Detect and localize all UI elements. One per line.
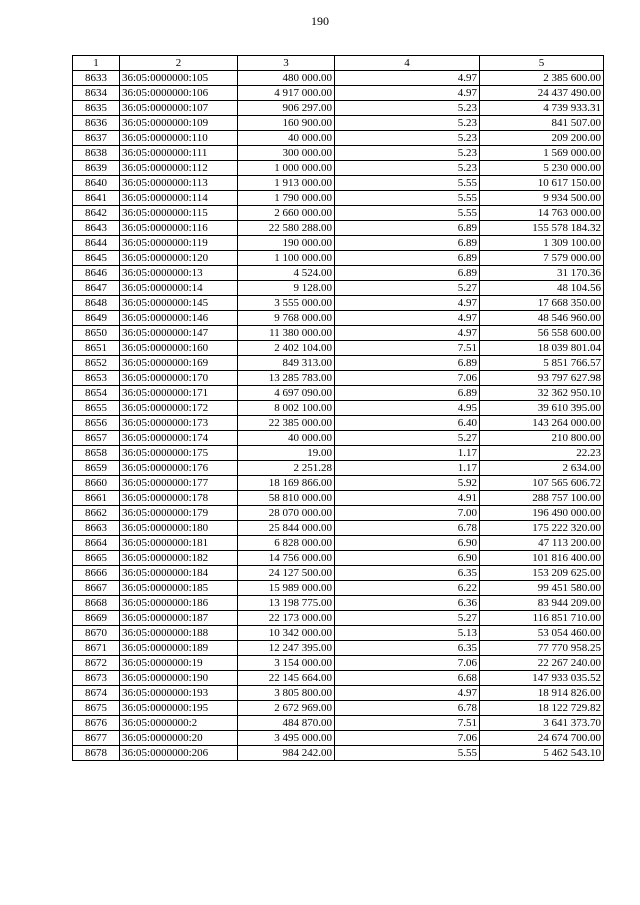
row-number-cell: 8652 <box>73 356 120 371</box>
amount-cell: 1 569 000.00 <box>480 146 604 161</box>
amount-cell: 31 170.36 <box>480 266 604 281</box>
cadastral-number-cell: 36:05:0000000:178 <box>120 491 238 506</box>
cadastral-number-cell: 36:05:0000000:176 <box>120 461 238 476</box>
rate-cell: 6.89 <box>335 356 480 371</box>
row-number-cell: 8663 <box>73 521 120 536</box>
table-row <box>73 146 604 161</box>
cadastral-number-cell: 36:05:0000000:105 <box>120 71 238 86</box>
cadastral-value-cell: 40 000.00 <box>238 431 335 446</box>
table-body <box>73 71 604 761</box>
cadastral-number-cell: 36:05:0000000:174 <box>120 431 238 446</box>
cadastral-value-cell: 9 128.00 <box>238 281 335 296</box>
amount-cell: 210 800.00 <box>480 431 604 446</box>
amount-cell: 2 385 600.00 <box>480 71 604 86</box>
amount-cell: 3 641 373.70 <box>480 716 604 731</box>
cadastral-value-cell: 3 495 000.00 <box>238 731 335 746</box>
cadastral-number-cell: 36:05:0000000:14 <box>120 281 238 296</box>
row-number-cell: 8655 <box>73 401 120 416</box>
cadastral-number-cell: 36:05:0000000:145 <box>120 296 238 311</box>
cadastral-value-cell: 58 810 000.00 <box>238 491 335 506</box>
cadastral-number-cell: 36:05:0000000:120 <box>120 251 238 266</box>
cadastral-value-cell: 2 660 000.00 <box>238 206 335 221</box>
row-number-cell: 8668 <box>73 596 120 611</box>
amount-cell: 9 934 500.00 <box>480 191 604 206</box>
cadastral-number-cell: 36:05:0000000:111 <box>120 146 238 161</box>
row-number-cell: 8657 <box>73 431 120 446</box>
rate-cell: 6.90 <box>335 551 480 566</box>
rate-cell: 5.23 <box>335 116 480 131</box>
header-row <box>73 56 604 71</box>
row-number-cell: 8641 <box>73 191 120 206</box>
row-number-cell: 8654 <box>73 386 120 401</box>
cadastral-number-cell: 36:05:0000000:195 <box>120 701 238 716</box>
cadastral-number-cell: 36:05:0000000:185 <box>120 581 238 596</box>
table-row <box>73 116 604 131</box>
table-row <box>73 701 604 716</box>
cadastral-value-table <box>72 55 604 761</box>
cadastral-value-cell: 6 828 000.00 <box>238 536 335 551</box>
table-header <box>73 56 604 71</box>
rate-cell: 5.55 <box>335 206 480 221</box>
amount-cell: 47 113 200.00 <box>480 536 604 551</box>
amount-cell: 18 039 801.04 <box>480 341 604 356</box>
cadastral-number-cell: 36:05:0000000:186 <box>120 596 238 611</box>
cadastral-number-cell: 36:05:0000000:110 <box>120 131 238 146</box>
amount-cell: 99 451 580.00 <box>480 581 604 596</box>
rate-cell: 7.51 <box>335 716 480 731</box>
table-row <box>73 206 604 221</box>
cadastral-number-cell: 36:05:0000000:113 <box>120 176 238 191</box>
row-number-cell: 8676 <box>73 716 120 731</box>
cadastral-value-cell: 2 402 104.00 <box>238 341 335 356</box>
rate-cell: 6.35 <box>335 641 480 656</box>
amount-cell: 107 565 606.72 <box>480 476 604 491</box>
rate-cell: 5.23 <box>335 101 480 116</box>
row-number-cell: 8672 <box>73 656 120 671</box>
row-number-cell: 8659 <box>73 461 120 476</box>
table-row <box>73 296 604 311</box>
cadastral-value-cell: 22 385 000.00 <box>238 416 335 431</box>
amount-cell: 22 267 240.00 <box>480 656 604 671</box>
table-row <box>73 341 604 356</box>
row-number-cell: 8642 <box>73 206 120 221</box>
amount-cell: 5 851 766.57 <box>480 356 604 371</box>
table-row <box>73 131 604 146</box>
cadastral-value-cell: 2 251.28 <box>238 461 335 476</box>
amount-cell: 17 668 350.00 <box>480 296 604 311</box>
rate-cell: 5.55 <box>335 176 480 191</box>
cadastral-number-cell: 36:05:0000000:177 <box>120 476 238 491</box>
amount-cell: 5 230 000.00 <box>480 161 604 176</box>
rate-cell: 5.55 <box>335 191 480 206</box>
table-row <box>73 476 604 491</box>
cadastral-number-cell: 36:05:0000000:112 <box>120 161 238 176</box>
cadastral-number-cell: 36:05:0000000:19 <box>120 656 238 671</box>
table-row <box>73 101 604 116</box>
cadastral-number-cell: 36:05:0000000:182 <box>120 551 238 566</box>
cadastral-number-cell: 36:05:0000000:172 <box>120 401 238 416</box>
cadastral-number-cell: 36:05:0000000:115 <box>120 206 238 221</box>
table-row <box>73 356 604 371</box>
row-number-cell: 8650 <box>73 326 120 341</box>
header-col-5: 5 <box>480 56 604 71</box>
cadastral-value-cell: 1 913 000.00 <box>238 176 335 191</box>
cadastral-value-cell: 4 917 000.00 <box>238 86 335 101</box>
cadastral-number-cell: 36:05:0000000:2 <box>120 716 238 731</box>
cadastral-value-cell: 160 900.00 <box>238 116 335 131</box>
cadastral-value-cell: 906 297.00 <box>238 101 335 116</box>
amount-cell: 4 739 933.31 <box>480 101 604 116</box>
table-row <box>73 266 604 281</box>
table-row <box>73 371 604 386</box>
row-number-cell: 8640 <box>73 176 120 191</box>
table-row <box>73 416 604 431</box>
cadastral-value-cell: 22 173 000.00 <box>238 611 335 626</box>
amount-cell: 841 507.00 <box>480 116 604 131</box>
cadastral-value-cell: 19.00 <box>238 446 335 461</box>
table-row <box>73 461 604 476</box>
cadastral-number-cell: 36:05:0000000:175 <box>120 446 238 461</box>
table-row <box>73 86 604 101</box>
rate-cell: 6.35 <box>335 566 480 581</box>
rate-cell: 6.68 <box>335 671 480 686</box>
cadastral-number-cell: 36:05:0000000:13 <box>120 266 238 281</box>
row-number-cell: 8651 <box>73 341 120 356</box>
rate-cell: 5.55 <box>335 746 480 761</box>
row-number-cell: 8637 <box>73 131 120 146</box>
rate-cell: 5.27 <box>335 431 480 446</box>
amount-cell: 101 816 400.00 <box>480 551 604 566</box>
table-row <box>73 581 604 596</box>
cadastral-value-cell: 3 805 800.00 <box>238 686 335 701</box>
row-number-cell: 8643 <box>73 221 120 236</box>
rate-cell: 4.97 <box>335 686 480 701</box>
amount-cell: 18 914 826.00 <box>480 686 604 701</box>
cadastral-value-cell: 40 000.00 <box>238 131 335 146</box>
table-row <box>73 731 604 746</box>
rate-cell: 5.27 <box>335 281 480 296</box>
header-col-2: 2 <box>120 56 238 71</box>
amount-cell: 56 558 600.00 <box>480 326 604 341</box>
cadastral-value-cell: 190 000.00 <box>238 236 335 251</box>
cadastral-number-cell: 36:05:0000000:119 <box>120 236 238 251</box>
cadastral-number-cell: 36:05:0000000:193 <box>120 686 238 701</box>
table-row <box>73 401 604 416</box>
row-number-cell: 8638 <box>73 146 120 161</box>
row-number-cell: 8634 <box>73 86 120 101</box>
cadastral-value-cell: 984 242.00 <box>238 746 335 761</box>
table-row <box>73 506 604 521</box>
table-row <box>73 176 604 191</box>
rate-cell: 6.89 <box>335 386 480 401</box>
row-number-cell: 8648 <box>73 296 120 311</box>
row-number-cell: 8636 <box>73 116 120 131</box>
rate-cell: 7.51 <box>335 341 480 356</box>
cadastral-value-cell: 13 198 775.00 <box>238 596 335 611</box>
amount-cell: 153 209 625.00 <box>480 566 604 581</box>
cadastral-value-cell: 4 697 090.00 <box>238 386 335 401</box>
amount-cell: 39 610 395.00 <box>480 401 604 416</box>
table-row <box>73 191 604 206</box>
cadastral-number-cell: 36:05:0000000:206 <box>120 746 238 761</box>
rate-cell: 7.06 <box>335 731 480 746</box>
rate-cell: 7.06 <box>335 371 480 386</box>
amount-cell: 209 200.00 <box>480 131 604 146</box>
cadastral-value-cell: 10 342 000.00 <box>238 626 335 641</box>
cadastral-number-cell: 36:05:0000000:116 <box>120 221 238 236</box>
rate-cell: 6.78 <box>335 701 480 716</box>
cadastral-number-cell: 36:05:0000000:114 <box>120 191 238 206</box>
rate-cell: 6.89 <box>335 266 480 281</box>
row-number-cell: 8669 <box>73 611 120 626</box>
rate-cell: 4.97 <box>335 311 480 326</box>
cadastral-number-cell: 36:05:0000000:147 <box>120 326 238 341</box>
cadastral-number-cell: 36:05:0000000:179 <box>120 506 238 521</box>
row-number-cell: 8647 <box>73 281 120 296</box>
cadastral-value-cell: 11 380 000.00 <box>238 326 335 341</box>
cadastral-number-cell: 36:05:0000000:173 <box>120 416 238 431</box>
cadastral-value-cell: 14 756 000.00 <box>238 551 335 566</box>
cadastral-number-cell: 36:05:0000000:169 <box>120 356 238 371</box>
row-number-cell: 8660 <box>73 476 120 491</box>
row-number-cell: 8673 <box>73 671 120 686</box>
row-number-cell: 8678 <box>73 746 120 761</box>
row-number-cell: 8671 <box>73 641 120 656</box>
row-number-cell: 8665 <box>73 551 120 566</box>
row-number-cell: 8633 <box>73 71 120 86</box>
amount-cell: 48 104.56 <box>480 281 604 296</box>
cadastral-value-cell: 480 000.00 <box>238 71 335 86</box>
cadastral-value-cell: 18 169 866.00 <box>238 476 335 491</box>
amount-cell: 175 222 320.00 <box>480 521 604 536</box>
amount-cell: 288 757 100.00 <box>480 491 604 506</box>
amount-cell: 14 763 000.00 <box>480 206 604 221</box>
cadastral-number-cell: 36:05:0000000:184 <box>120 566 238 581</box>
amount-cell: 77 770 958.25 <box>480 641 604 656</box>
cadastral-value-cell: 13 285 783.00 <box>238 371 335 386</box>
amount-cell: 24 437 490.00 <box>480 86 604 101</box>
cadastral-number-cell: 36:05:0000000:106 <box>120 86 238 101</box>
table-row <box>73 326 604 341</box>
row-number-cell: 8646 <box>73 266 120 281</box>
cadastral-number-cell: 36:05:0000000:180 <box>120 521 238 536</box>
amount-cell: 1 309 100.00 <box>480 236 604 251</box>
amount-cell: 22.23 <box>480 446 604 461</box>
cadastral-number-cell: 36:05:0000000:181 <box>120 536 238 551</box>
table-row <box>73 671 604 686</box>
rate-cell: 5.23 <box>335 131 480 146</box>
table-row <box>73 716 604 731</box>
row-number-cell: 8658 <box>73 446 120 461</box>
rate-cell: 6.89 <box>335 236 480 251</box>
cadastral-value-cell: 2 672 969.00 <box>238 701 335 716</box>
amount-cell: 10 617 150.00 <box>480 176 604 191</box>
table-row <box>73 71 604 86</box>
row-number-cell: 8667 <box>73 581 120 596</box>
header-col-1: 1 <box>73 56 120 71</box>
rate-cell: 5.92 <box>335 476 480 491</box>
rate-cell: 1.17 <box>335 461 480 476</box>
cadastral-value-cell: 4 524.00 <box>238 266 335 281</box>
rate-cell: 5.13 <box>335 626 480 641</box>
header-col-4: 4 <box>335 56 480 71</box>
amount-cell: 143 264 000.00 <box>480 416 604 431</box>
cadastral-number-cell: 36:05:0000000:171 <box>120 386 238 401</box>
row-number-cell: 8649 <box>73 311 120 326</box>
table-row <box>73 386 604 401</box>
amount-cell: 2 634.00 <box>480 461 604 476</box>
rate-cell: 7.00 <box>335 506 480 521</box>
row-number-cell: 8675 <box>73 701 120 716</box>
cadastral-number-cell: 36:05:0000000:170 <box>120 371 238 386</box>
rate-cell: 6.89 <box>335 221 480 236</box>
cadastral-value-cell: 28 070 000.00 <box>238 506 335 521</box>
table-row <box>73 656 604 671</box>
table-row <box>73 431 604 446</box>
row-number-cell: 8635 <box>73 101 120 116</box>
cadastral-number-cell: 36:05:0000000:187 <box>120 611 238 626</box>
amount-cell: 53 054 460.00 <box>480 626 604 641</box>
table-row <box>73 161 604 176</box>
amount-cell: 155 578 184.32 <box>480 221 604 236</box>
rate-cell: 1.17 <box>335 446 480 461</box>
amount-cell: 147 933 035.52 <box>480 671 604 686</box>
rate-cell: 5.23 <box>335 146 480 161</box>
table-row <box>73 626 604 641</box>
rate-cell: 4.95 <box>335 401 480 416</box>
row-number-cell: 8664 <box>73 536 120 551</box>
row-number-cell: 8670 <box>73 626 120 641</box>
cadastral-value-cell: 1 790 000.00 <box>238 191 335 206</box>
rate-cell: 4.97 <box>335 86 480 101</box>
table-row <box>73 596 604 611</box>
cadastral-value-cell: 24 127 500.00 <box>238 566 335 581</box>
rate-cell: 4.97 <box>335 296 480 311</box>
cadastral-value-cell: 15 989 000.00 <box>238 581 335 596</box>
cadastral-value-cell: 9 768 000.00 <box>238 311 335 326</box>
table-row <box>73 251 604 266</box>
rate-cell: 6.89 <box>335 251 480 266</box>
page-number: 190 <box>311 14 329 28</box>
table-row <box>73 236 604 251</box>
cadastral-number-cell: 36:05:0000000:146 <box>120 311 238 326</box>
cadastral-value-cell: 12 247 395.00 <box>238 641 335 656</box>
cadastral-value-cell: 300 000.00 <box>238 146 335 161</box>
table-row <box>73 746 604 761</box>
row-number-cell: 8666 <box>73 566 120 581</box>
cadastral-number-cell: 36:05:0000000:188 <box>120 626 238 641</box>
row-number-cell: 8661 <box>73 491 120 506</box>
cadastral-value-cell: 849 313.00 <box>238 356 335 371</box>
amount-cell: 196 490 000.00 <box>480 506 604 521</box>
table-row <box>73 536 604 551</box>
table-row <box>73 491 604 506</box>
rate-cell: 5.27 <box>335 611 480 626</box>
table-row <box>73 521 604 536</box>
table-row <box>73 566 604 581</box>
cadastral-value-cell: 8 002 100.00 <box>238 401 335 416</box>
cadastral-value-cell: 22 580 288.00 <box>238 221 335 236</box>
cadastral-value-cell: 1 000 000.00 <box>238 161 335 176</box>
amount-cell: 48 546 960.00 <box>480 311 604 326</box>
amount-cell: 83 944 209.00 <box>480 596 604 611</box>
amount-cell: 18 122 729.82 <box>480 701 604 716</box>
amount-cell: 93 797 627.98 <box>480 371 604 386</box>
cadastral-number-cell: 36:05:0000000:107 <box>120 101 238 116</box>
amount-cell: 116 851 710.00 <box>480 611 604 626</box>
cadastral-value-cell: 25 844 000.00 <box>238 521 335 536</box>
rate-cell: 4.97 <box>335 326 480 341</box>
amount-cell: 7 579 000.00 <box>480 251 604 266</box>
cadastral-value-cell: 3 154 000.00 <box>238 656 335 671</box>
table-row <box>73 281 604 296</box>
row-number-cell: 8674 <box>73 686 120 701</box>
table-row <box>73 446 604 461</box>
cadastral-value-cell: 22 145 664.00 <box>238 671 335 686</box>
table-row <box>73 311 604 326</box>
row-number-cell: 8645 <box>73 251 120 266</box>
table-row <box>73 686 604 701</box>
rate-cell: 7.06 <box>335 656 480 671</box>
cadastral-number-cell: 36:05:0000000:20 <box>120 731 238 746</box>
header-col-3: 3 <box>238 56 335 71</box>
rate-cell: 6.22 <box>335 581 480 596</box>
cadastral-number-cell: 36:05:0000000:190 <box>120 671 238 686</box>
table-row <box>73 641 604 656</box>
table-row <box>73 551 604 566</box>
row-number-cell: 8644 <box>73 236 120 251</box>
amount-cell: 32 362 950.10 <box>480 386 604 401</box>
cadastral-number-cell: 36:05:0000000:109 <box>120 116 238 131</box>
rate-cell: 6.36 <box>335 596 480 611</box>
row-number-cell: 8656 <box>73 416 120 431</box>
rate-cell: 4.91 <box>335 491 480 506</box>
amount-cell: 5 462 543.10 <box>480 746 604 761</box>
rate-cell: 6.90 <box>335 536 480 551</box>
rate-cell: 4.97 <box>335 71 480 86</box>
row-number-cell: 8639 <box>73 161 120 176</box>
cadastral-value-cell: 484 870.00 <box>238 716 335 731</box>
cadastral-value-cell: 3 555 000.00 <box>238 296 335 311</box>
rate-cell: 6.78 <box>335 521 480 536</box>
table-row <box>73 611 604 626</box>
rate-cell: 5.23 <box>335 161 480 176</box>
cadastral-number-cell: 36:05:0000000:189 <box>120 641 238 656</box>
cadastral-value-cell: 1 100 000.00 <box>238 251 335 266</box>
row-number-cell: 8662 <box>73 506 120 521</box>
table-row <box>73 221 604 236</box>
rate-cell: 6.40 <box>335 416 480 431</box>
amount-cell: 24 674 700.00 <box>480 731 604 746</box>
row-number-cell: 8653 <box>73 371 120 386</box>
row-number-cell: 8677 <box>73 731 120 746</box>
cadastral-number-cell: 36:05:0000000:160 <box>120 341 238 356</box>
